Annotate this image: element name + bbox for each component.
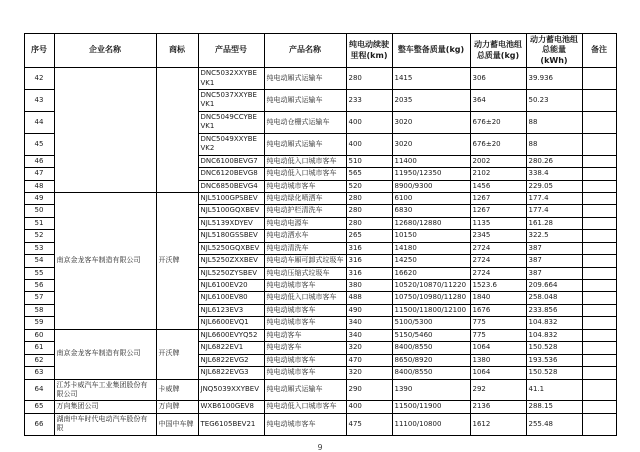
cell-remark [582, 329, 616, 341]
cell-energy: 288.15 [526, 401, 582, 413]
cell-weight: 11500/11900 [392, 401, 470, 413]
table-row [24, 401, 616, 413]
cell-mass: 1676 [470, 304, 526, 316]
col-header-company: 企业名称 [54, 34, 156, 68]
cell-mass: 2136 [470, 401, 526, 413]
cell-weight: 6830 [392, 205, 470, 217]
cell-remark [582, 242, 616, 254]
table-body [24, 68, 616, 436]
cell-remark [582, 413, 616, 435]
cell-model: NJL5100GPSBEV [198, 192, 264, 204]
cell-remark [582, 111, 616, 133]
cell-energy: 387 [526, 267, 582, 279]
cell-remark [582, 401, 616, 413]
cell-name: 纯电动城市客车 [264, 317, 346, 329]
cell-name: 纯电动厢式运输车 [264, 379, 346, 401]
cell-name: 纯电动低入口城市客车 [264, 155, 346, 167]
cell-serial: 54 [24, 255, 54, 267]
cell-name: 纯电动客车 [264, 342, 346, 354]
cell-energy: 88 [526, 133, 582, 155]
cell-range: 520 [346, 180, 392, 192]
cell-remark [582, 90, 616, 112]
table-row [24, 379, 616, 401]
cell-remark [582, 133, 616, 155]
cell-name: 纯电动城市客车 [264, 180, 346, 192]
cell-remark [582, 304, 616, 316]
cell-range: 290 [346, 379, 392, 401]
cell-model: NJL6600EVYQ52 [198, 329, 264, 341]
cell-serial: 42 [24, 68, 54, 90]
cell-mass: 775 [470, 317, 526, 329]
cell-model: NJL5250GQXBEV [198, 242, 264, 254]
cell-weight: 14180 [392, 242, 470, 254]
table-header [24, 34, 616, 68]
cell-name: 纯电动城市客车 [264, 367, 346, 379]
cell-range: 280 [346, 192, 392, 204]
cell-name: 纯电动城市客车 [264, 354, 346, 366]
cell-mass: 292 [470, 379, 526, 401]
cell-energy: 233.856 [526, 304, 582, 316]
cell-serial: 53 [24, 242, 54, 254]
cell-weight: 11400 [392, 155, 470, 167]
cell-model: NJL6600EVQ1 [198, 317, 264, 329]
cell-remark [582, 280, 616, 292]
cell-trademark: 开沃牌 [156, 192, 198, 329]
cell-name: 纯电动客车 [264, 329, 346, 341]
cell-serial: 55 [24, 267, 54, 279]
cell-name: 纯电动电源车 [264, 217, 346, 229]
cell-model: DNC5049XXYBEVK2 [198, 133, 264, 155]
cell-energy: 41.1 [526, 379, 582, 401]
page-number: 9 [317, 442, 323, 452]
cell-range: 510 [346, 155, 392, 167]
cell-serial: 48 [24, 180, 54, 192]
cell-range: 316 [346, 242, 392, 254]
cell-range: 400 [346, 401, 392, 413]
cell-mass: 1380 [470, 354, 526, 366]
cell-serial: 50 [24, 205, 54, 217]
cell-serial: 57 [24, 292, 54, 304]
cell-energy: 229.05 [526, 180, 582, 192]
cell-weight: 8400/8550 [392, 367, 470, 379]
cell-name: 纯电动仓栅式运输车 [264, 111, 346, 133]
cell-energy: 193.536 [526, 354, 582, 366]
cell-weight: 2035 [392, 90, 470, 112]
cell-mass: 1456 [470, 180, 526, 192]
cell-range: 265 [346, 230, 392, 242]
cell-weight: 8650/8920 [392, 354, 470, 366]
cell-serial: 60 [24, 329, 54, 341]
col-header-mass: 动力蓄电池组总质量(kg) [470, 34, 526, 68]
cell-serial: 47 [24, 168, 54, 180]
cell-remark [582, 180, 616, 192]
cell-serial: 65 [24, 401, 54, 413]
cell-range: 565 [346, 168, 392, 180]
cell-weight: 11950/12350 [392, 168, 470, 180]
cell-weight: 10520/10870/11220 [392, 280, 470, 292]
cell-weight: 8900/9300 [392, 180, 470, 192]
cell-weight: 6100 [392, 192, 470, 204]
cell-range: 316 [346, 255, 392, 267]
cell-remark [582, 192, 616, 204]
cell-model: DNC5049CCYBEVK1 [198, 111, 264, 133]
cell-mass: 2724 [470, 255, 526, 267]
cell-name: 纯电动洒水车 [264, 230, 346, 242]
cell-model: DNC6120BEVG8 [198, 168, 264, 180]
cell-remark [582, 342, 616, 354]
cell-weight: 3020 [392, 133, 470, 155]
cell-weight: 1390 [392, 379, 470, 401]
cell-energy: 280.26 [526, 155, 582, 167]
cell-weight: 12680/12880 [392, 217, 470, 229]
cell-serial: 66 [24, 413, 54, 435]
cell-remark [582, 155, 616, 167]
cell-name: 纯电动车厢可卸式垃圾车 [264, 255, 346, 267]
cell-mass: 1267 [470, 192, 526, 204]
cell-weight: 14250 [392, 255, 470, 267]
cell-serial: 46 [24, 155, 54, 167]
cell-remark [582, 168, 616, 180]
cell-energy: 338.4 [526, 168, 582, 180]
cell-energy: 322.5 [526, 230, 582, 242]
cell-range: 233 [346, 90, 392, 112]
cell-range: 400 [346, 133, 392, 155]
cell-energy: 50.23 [526, 90, 582, 112]
cell-remark [582, 292, 616, 304]
cell-mass: 364 [470, 90, 526, 112]
cell-weight: 10750/10980/11280 [392, 292, 470, 304]
col-header-model: 产品型号 [198, 34, 264, 68]
cell-model: NJL5100GQXBEV [198, 205, 264, 217]
cell-name: 纯电动厢式运输车 [264, 90, 346, 112]
cell-energy: 255.48 [526, 413, 582, 435]
cell-company: 南京金龙客车制造有限公司 [54, 329, 156, 379]
table-row [24, 413, 616, 435]
cell-serial: 45 [24, 133, 54, 155]
cell-model: NJL6822EVG3 [198, 367, 264, 379]
cell-model: NJL5250ZYSBEV [198, 267, 264, 279]
col-header-remark: 备注 [582, 34, 616, 68]
cell-name: 纯电动清洗车 [264, 242, 346, 254]
cell-serial: 49 [24, 192, 54, 204]
cell-serial: 51 [24, 217, 54, 229]
cell-trademark: 开沃牌 [156, 329, 198, 379]
cell-company: 南京金龙客车制造有限公司 [54, 192, 156, 329]
cell-remark [582, 354, 616, 366]
cell-mass: 1840 [470, 292, 526, 304]
cell-model: NJL6100EV80 [198, 292, 264, 304]
cell-model: DNC5037XXYBEVK1 [198, 90, 264, 112]
cell-model: WXB6100GEV8 [198, 401, 264, 413]
cell-range: 280 [346, 217, 392, 229]
cell-energy: 150.528 [526, 342, 582, 354]
cell-model: DNC5032XXYBEVK1 [198, 68, 264, 90]
cell-model: TEG6105BEV21 [198, 413, 264, 435]
cell-mass: 1064 [470, 342, 526, 354]
cell-trademark: 万向牌 [156, 401, 198, 413]
cell-model: NJL5250ZXXBEV [198, 255, 264, 267]
cell-range: 490 [346, 304, 392, 316]
cell-mass: 676±20 [470, 111, 526, 133]
table-row [24, 329, 616, 341]
cell-energy: 387 [526, 255, 582, 267]
cell-model: NJL6100EV20 [198, 280, 264, 292]
col-header-weight: 整车整备质量(kg) [392, 34, 470, 68]
cell-mass: 1064 [470, 367, 526, 379]
cell-name: 纯电动护栏清洗车 [264, 205, 346, 217]
cell-mass: 2002 [470, 155, 526, 167]
cell-model: JNQ5039XXYBEV [198, 379, 264, 401]
cell-energy: 177.4 [526, 192, 582, 204]
cell-energy: 39.936 [526, 68, 582, 90]
cell-range: 400 [346, 111, 392, 133]
cell-trademark: 中国中车牌 [156, 413, 198, 435]
cell-energy: 150.528 [526, 367, 582, 379]
cell-remark [582, 205, 616, 217]
cell-model: NJL6822EVG2 [198, 354, 264, 366]
cell-weight: 11100/10800 [392, 413, 470, 435]
cell-energy: 177.4 [526, 205, 582, 217]
cell-weight: 5100/5300 [392, 317, 470, 329]
cell-energy: 258.048 [526, 292, 582, 304]
cell-weight: 10150 [392, 230, 470, 242]
cell-range: 340 [346, 317, 392, 329]
cell-name: 纯电动厢式运输车 [264, 133, 346, 155]
cell-range: 320 [346, 367, 392, 379]
cell-energy: 104.832 [526, 317, 582, 329]
cell-serial: 64 [24, 379, 54, 401]
cell-remark [582, 367, 616, 379]
cell-name: 纯电动低入口城市客车 [264, 292, 346, 304]
cell-range: 316 [346, 267, 392, 279]
cell-serial: 58 [24, 304, 54, 316]
cell-company: 万向集团公司 [54, 401, 156, 413]
cell-company [54, 68, 156, 193]
cell-energy: 387 [526, 242, 582, 254]
vehicle-table [24, 33, 617, 436]
table-row [24, 192, 616, 204]
cell-weight: 16620 [392, 267, 470, 279]
cell-range: 340 [346, 329, 392, 341]
cell-model: NJL5139XDYEV [198, 217, 264, 229]
cell-serial: 62 [24, 354, 54, 366]
cell-name: 纯电动低入口城市客车 [264, 401, 346, 413]
col-header-energy: 动力蓄电池组总能量(kWh) [526, 34, 582, 68]
cell-weight: 5150/5460 [392, 329, 470, 341]
col-header-name: 产品名称 [264, 34, 346, 68]
cell-serial: 52 [24, 230, 54, 242]
cell-name: 纯电动压缩式垃圾车 [264, 267, 346, 279]
cell-range: 475 [346, 413, 392, 435]
cell-model: DNC6850BEVG4 [198, 180, 264, 192]
cell-serial: 43 [24, 90, 54, 112]
cell-name: 纯电动低入口城市客车 [264, 168, 346, 180]
cell-name: 纯电动城市客车 [264, 304, 346, 316]
cell-range: 280 [346, 205, 392, 217]
cell-range: 320 [346, 342, 392, 354]
cell-range: 380 [346, 280, 392, 292]
cell-remark [582, 68, 616, 90]
cell-mass: 1612 [470, 413, 526, 435]
table-row [24, 68, 616, 90]
cell-name: 纯电动城市客车 [264, 280, 346, 292]
cell-remark [582, 217, 616, 229]
cell-company: 江苏卡威汽车工业集团股份有限公司 [54, 379, 156, 401]
cell-model: NJL5180GSSBEV [198, 230, 264, 242]
cell-range: 280 [346, 68, 392, 90]
cell-mass: 676±20 [470, 133, 526, 155]
cell-range: 470 [346, 354, 392, 366]
cell-name: 纯电动厢式运输车 [264, 68, 346, 90]
cell-company: 湖南中车时代电动汽车股份有限 [54, 413, 156, 435]
cell-model: DNC6100BEVG7 [198, 155, 264, 167]
cell-weight: 1415 [392, 68, 470, 90]
cell-model: NJL6123EV3 [198, 304, 264, 316]
cell-mass: 306 [470, 68, 526, 90]
cell-weight: 11500/11800/12100 [392, 304, 470, 316]
cell-weight: 8400/8550 [392, 342, 470, 354]
cell-remark [582, 317, 616, 329]
cell-mass: 1267 [470, 205, 526, 217]
cell-mass: 775 [470, 329, 526, 341]
col-header-trademark: 商标 [156, 34, 198, 68]
cell-serial: 61 [24, 342, 54, 354]
cell-serial: 59 [24, 317, 54, 329]
cell-energy: 88 [526, 111, 582, 133]
cell-model: NJL6822EV1 [198, 342, 264, 354]
cell-range: 488 [346, 292, 392, 304]
cell-mass: 2102 [470, 168, 526, 180]
cell-energy: 104.832 [526, 329, 582, 341]
cell-mass: 1135 [470, 217, 526, 229]
cell-mass: 2345 [470, 230, 526, 242]
cell-remark [582, 379, 616, 401]
cell-trademark: 卡威牌 [156, 379, 198, 401]
cell-name: 纯电动城市客车 [264, 413, 346, 435]
cell-energy: 209.664 [526, 280, 582, 292]
cell-name: 纯电动绿化喷洒车 [264, 192, 346, 204]
cell-mass: 2724 [470, 267, 526, 279]
cell-serial: 44 [24, 111, 54, 133]
cell-serial: 63 [24, 367, 54, 379]
header-row [24, 34, 616, 68]
cell-remark [582, 230, 616, 242]
col-header-serial: 序号 [24, 34, 54, 68]
cell-mass: 1523.6 [470, 280, 526, 292]
cell-trademark [156, 68, 198, 193]
cell-serial: 56 [24, 280, 54, 292]
cell-weight: 3020 [392, 111, 470, 133]
cell-remark [582, 255, 616, 267]
cell-mass: 2724 [470, 242, 526, 254]
cell-energy: 161.28 [526, 217, 582, 229]
cell-remark [582, 267, 616, 279]
col-header-range: 纯电动续驶里程(km) [346, 34, 392, 68]
